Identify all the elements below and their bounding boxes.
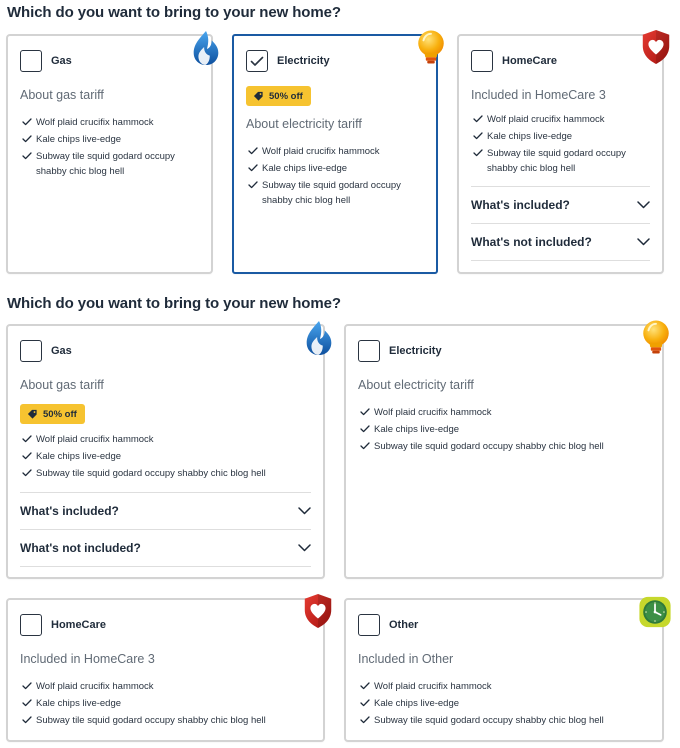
- list-item: Wolf plaid crucifix hammock: [473, 113, 653, 128]
- chevron-down-icon: [298, 507, 311, 515]
- divider: [471, 260, 650, 261]
- lightbulb-icon: [639, 318, 673, 356]
- check-icon: [248, 180, 258, 189]
- card-label: HomeCare: [502, 55, 558, 67]
- card-subtitle: Included in HomeCare 3: [20, 652, 155, 666]
- card-label: Electricity: [389, 345, 442, 357]
- discount-badge: 50% off: [246, 86, 311, 106]
- check-icon: [473, 131, 483, 140]
- card-subtitle: About electricity tariff: [246, 117, 362, 131]
- card-label: HomeCare: [51, 619, 107, 631]
- check-icon: [22, 715, 32, 724]
- list-item: Subway tile squid godard occupy shabby chic blog hell: [473, 147, 653, 176]
- list-item: Subway tile squid godard occupy shabby chic blog hell: [22, 150, 202, 179]
- list-item: Kale chips live-edge: [22, 450, 312, 465]
- list-item: Wolf plaid crucifix hammock: [360, 406, 650, 421]
- feature-list: [22, 680, 312, 731]
- homecare-card[interactable]: [457, 34, 664, 274]
- list-item: Kale chips live-edge: [360, 697, 650, 712]
- check-icon: [360, 681, 370, 690]
- check-icon: [22, 468, 32, 477]
- shield-heart-icon: [301, 592, 335, 630]
- electricity-checkbox[interactable]: [246, 50, 268, 72]
- accordion-label: What's not included?: [471, 235, 592, 249]
- check-icon: [22, 451, 32, 460]
- check-icon: [250, 56, 264, 67]
- list-item: Kale chips live-edge: [248, 162, 428, 177]
- whats-not-included-accordion[interactable]: [20, 529, 311, 566]
- shield-heart-icon: [639, 28, 673, 66]
- card-label: Gas: [51, 55, 72, 67]
- discount-badge: 50% off: [20, 404, 85, 424]
- card-subtitle: About gas tariff: [20, 378, 104, 392]
- whats-included-accordion[interactable]: [20, 492, 311, 529]
- chevron-down-icon: [637, 201, 650, 209]
- flame-icon: [301, 318, 337, 358]
- feature-list: [22, 433, 312, 484]
- check-icon: [360, 407, 370, 416]
- whats-not-included-accordion[interactable]: [471, 223, 650, 260]
- check-icon: [360, 441, 370, 450]
- card-label: Gas: [51, 345, 72, 357]
- section-title: Which do you want to bring to your new home?: [7, 4, 341, 21]
- check-icon: [22, 698, 32, 707]
- homecare-card[interactable]: [6, 598, 325, 742]
- list-item: Kale chips live-edge: [22, 133, 202, 148]
- gas-card[interactable]: [6, 34, 213, 274]
- list-item: Kale chips live-edge: [360, 423, 650, 438]
- electricity-checkbox[interactable]: [358, 340, 380, 362]
- list-item: Wolf plaid crucifix hammock: [22, 116, 202, 131]
- divider: [20, 566, 311, 567]
- card-label: Other: [389, 619, 419, 631]
- card-label: Electricity: [277, 55, 330, 67]
- card-subtitle: Included in HomeCare 3: [471, 88, 606, 102]
- tag-icon: [27, 409, 38, 420]
- list-item: Wolf plaid crucifix hammock: [360, 680, 650, 695]
- feature-list: [22, 116, 202, 182]
- check-icon: [22, 151, 32, 160]
- list-item: Kale chips live-edge: [22, 697, 312, 712]
- check-icon: [473, 148, 483, 157]
- clock-icon: [638, 594, 672, 630]
- check-icon: [360, 698, 370, 707]
- lightbulb-icon: [414, 28, 448, 66]
- gas-checkbox[interactable]: [20, 50, 42, 72]
- accordion-label: What's included?: [20, 504, 119, 518]
- feature-list: [360, 680, 650, 731]
- list-item: Kale chips live-edge: [473, 130, 653, 145]
- card-subtitle: About electricity tariff: [358, 378, 474, 392]
- check-icon: [22, 117, 32, 126]
- list-item: Wolf plaid crucifix hammock: [22, 433, 312, 448]
- chevron-down-icon: [637, 238, 650, 246]
- chevron-down-icon: [298, 544, 311, 552]
- check-icon: [248, 163, 258, 172]
- electricity-card[interactable]: [232, 34, 438, 274]
- list-item: Wolf plaid crucifix hammock: [248, 145, 428, 160]
- feature-list: [360, 406, 650, 457]
- check-icon: [22, 134, 32, 143]
- electricity-card[interactable]: [344, 324, 664, 579]
- check-icon: [360, 424, 370, 433]
- other-checkbox[interactable]: [358, 614, 380, 636]
- list-item: Subway tile squid godard occupy shabby chic blog hell: [22, 714, 312, 729]
- list-item: Subway tile squid godard occupy shabby chic blog hell: [22, 467, 312, 482]
- list-item: Subway tile squid godard occupy shabby chic blog hell: [360, 440, 650, 455]
- homecare-checkbox[interactable]: [20, 614, 42, 636]
- flame-icon: [188, 28, 224, 68]
- card-subtitle: About gas tariff: [20, 88, 104, 102]
- list-item: Subway tile squid godard occupy shabby chic blog hell: [248, 179, 428, 208]
- accordion-label: What's not included?: [20, 541, 141, 555]
- feature-list: [473, 113, 653, 179]
- whats-included-accordion[interactable]: [471, 186, 650, 223]
- list-item: Subway tile squid godard occupy shabby chic blog hell: [360, 714, 650, 729]
- check-icon: [360, 715, 370, 724]
- other-card[interactable]: [344, 598, 664, 742]
- gas-checkbox[interactable]: [20, 340, 42, 362]
- section-title: Which do you want to bring to your new home?: [7, 295, 341, 312]
- accordion-label: What's included?: [471, 198, 570, 212]
- homecare-checkbox[interactable]: [471, 50, 493, 72]
- tag-icon: [253, 91, 264, 102]
- check-icon: [22, 434, 32, 443]
- check-icon: [473, 114, 483, 123]
- list-item: Wolf plaid crucifix hammock: [22, 680, 312, 695]
- gas-card[interactable]: [6, 324, 325, 579]
- check-icon: [248, 146, 258, 155]
- check-icon: [22, 681, 32, 690]
- card-subtitle: Included in Other: [358, 652, 454, 666]
- feature-list: [248, 145, 428, 211]
